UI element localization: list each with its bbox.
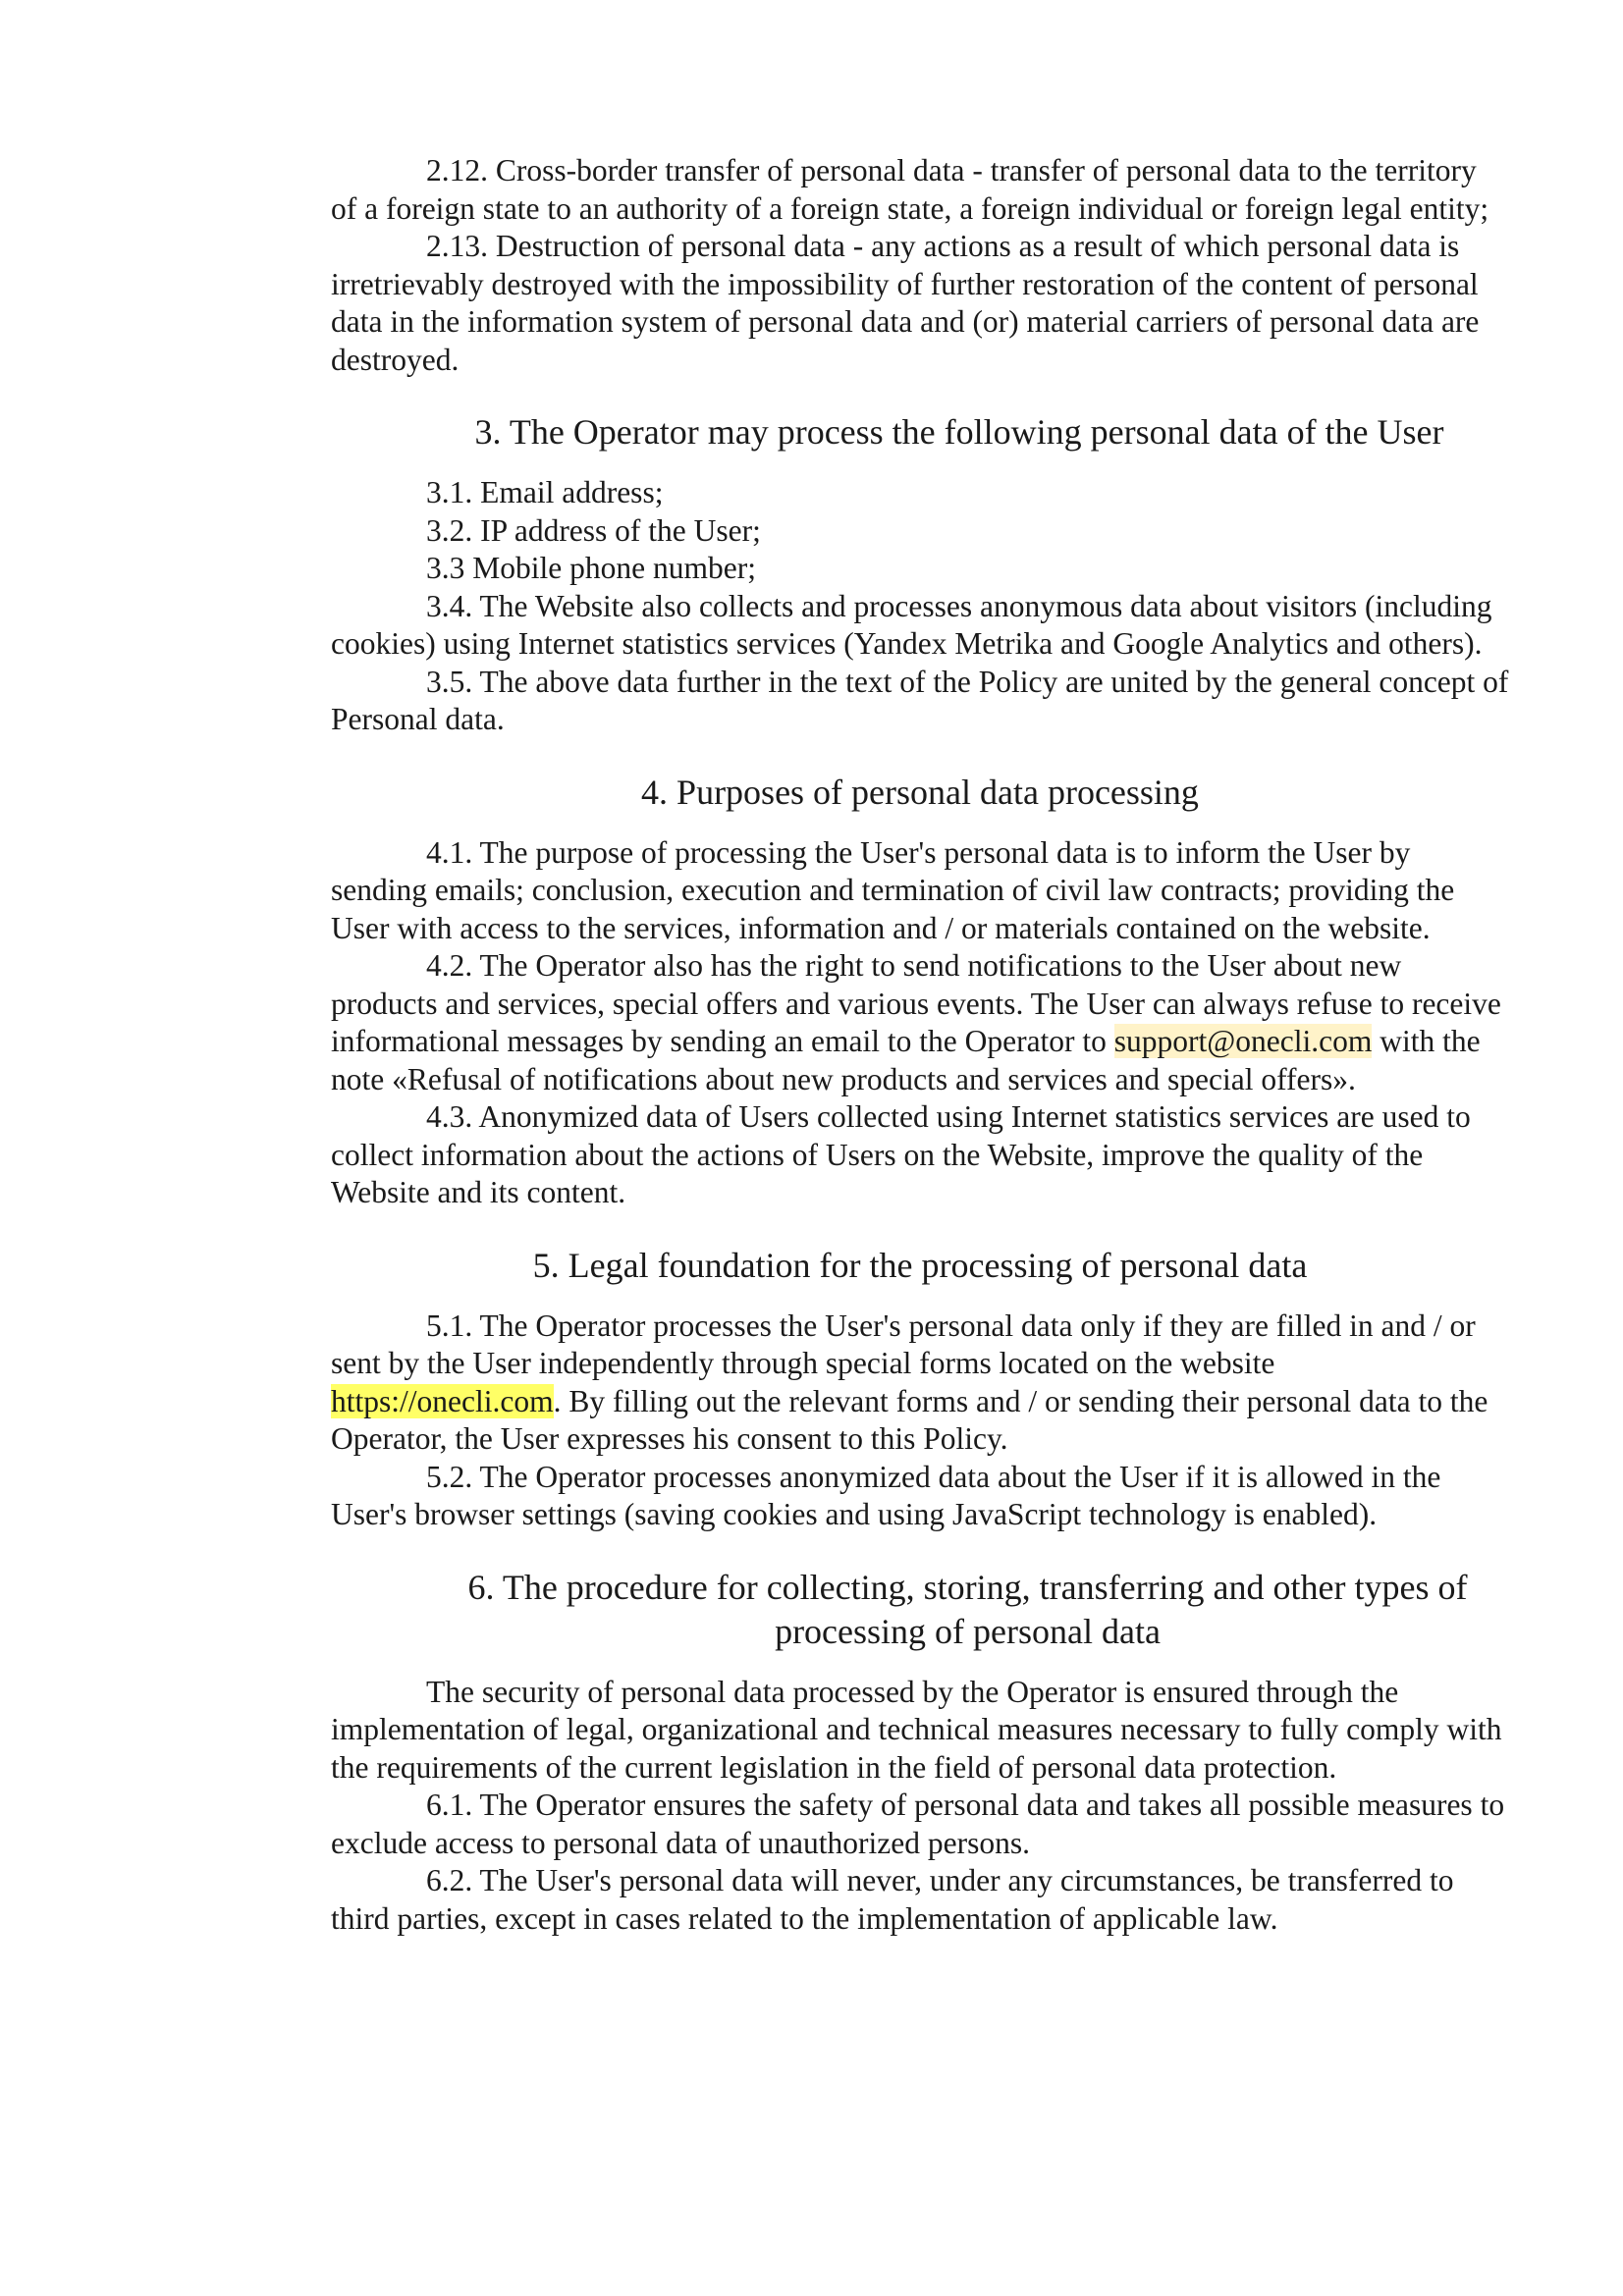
- section-3-heading: 3. The Operator may process the following personal data of the User: [474, 412, 1444, 452]
- paragraph-2-13: 2.13. Destruction of personal data - any actions as a result of which personal data is irretrievably destroyed with the impossibility of further restoration of the content of personal data in the information system of personal data and (or) material carriers of personal data are destroyed.: [331, 229, 1480, 377]
- section-5-heading: 5. Legal foundation for the processing of personal data: [532, 1245, 1308, 1285]
- support-email-link[interactable]: support@onecli.com: [1113, 1024, 1373, 1058]
- section-6-heading: 6. The procedure for collecting, storing, transferring and other types of processing of personal data: [467, 1567, 1468, 1651]
- paragraph-6-intro: The security of personal data processed by the Operator is ensured through the implementation of legal, organizational and technical measures necessary to fully comply with the requirements of the current legislation in the field of personal data protection.: [331, 1674, 1502, 1785]
- paragraph-4-1: 4.1. The purpose of processing the User's personal data is to inform the User by sending emails; conclusion, execution and termination of civil law contracts; providing the User with access to the services, information and / or materials contained on the website.: [331, 834, 1455, 945]
- paragraph-3-2: 3.2. IP address of the User;: [426, 512, 761, 548]
- paragraph-5-2: 5.2. The Operator processes anonymized data about the User if it is allowed in the User's browser settings (saving cookies and using JavaScript technology is enabled).: [331, 1459, 1441, 1531]
- paragraph-2-12: 2.12. Cross-border transfer of personal data - transfer of personal data to the territory of a foreign state to an authority of a foreign state, a foreign individual or foreign legal entity;: [331, 153, 1489, 226]
- paragraph-3-4: 3.4. The Website also collects and processes anonymous data about visitors (including cookies) using Internet statistics services (Yandex Metrika and Google Analytics and others).: [331, 588, 1492, 661]
- paragraph-3-5: 3.5. The above data further in the text of the Policy are united by the general concept of Personal data.: [331, 664, 1509, 736]
- paragraph-6-2: 6.2. The User's personal data will never, under any circumstances, be transferred to third parties, except in cases related to the implementation of applicable law.: [331, 1863, 1454, 1936]
- document-page: [331, 152, 1509, 1938]
- paragraph-5-1-text: 5.1. The Operator processes the User's personal data only if they are filled in and / or sent by the User independently through special forms located on the website: [331, 1308, 1476, 1380]
- paragraph-6-1: 6.1. The Operator ensures the safety of personal data and takes all possible measures to exclude access to personal data of unauthorized persons.: [331, 1788, 1505, 1860]
- paragraph-4-2: [331, 947, 1509, 1098]
- paragraph-3-3: 3.3 Mobile phone number;: [426, 551, 756, 585]
- paragraph-4-2-text-after: with the note «Refusal of notifications about new products and services and special offers».: [331, 1024, 1481, 1096]
- website-link[interactable]: https://onecli.com: [331, 1383, 554, 1418]
- paragraph-4-3: 4.3. Anonymized data of Users collected using Internet statistics services are used to collect information about the actions of Users on the Website, improve the quality of the Website and its content.: [331, 1099, 1471, 1209]
- paragraph-4-2-text: 4.2. The Operator also has the right to send notifications to the User about new products and services, special offers and various events. The User can always refuse to receive informational messages by sending an email to the Operator to: [331, 948, 1501, 1058]
- paragraph-5-1: [331, 1308, 1509, 1459]
- paragraph-3-1: 3.1. Email address;: [426, 475, 664, 509]
- section-4-heading: 4. Purposes of personal data processing: [641, 772, 1199, 812]
- paragraph-5-1-text-after: . By filling out the relevant forms and / or sending their personal data to the Operator, the User expresses his consent to this Policy.: [331, 1383, 1488, 1456]
